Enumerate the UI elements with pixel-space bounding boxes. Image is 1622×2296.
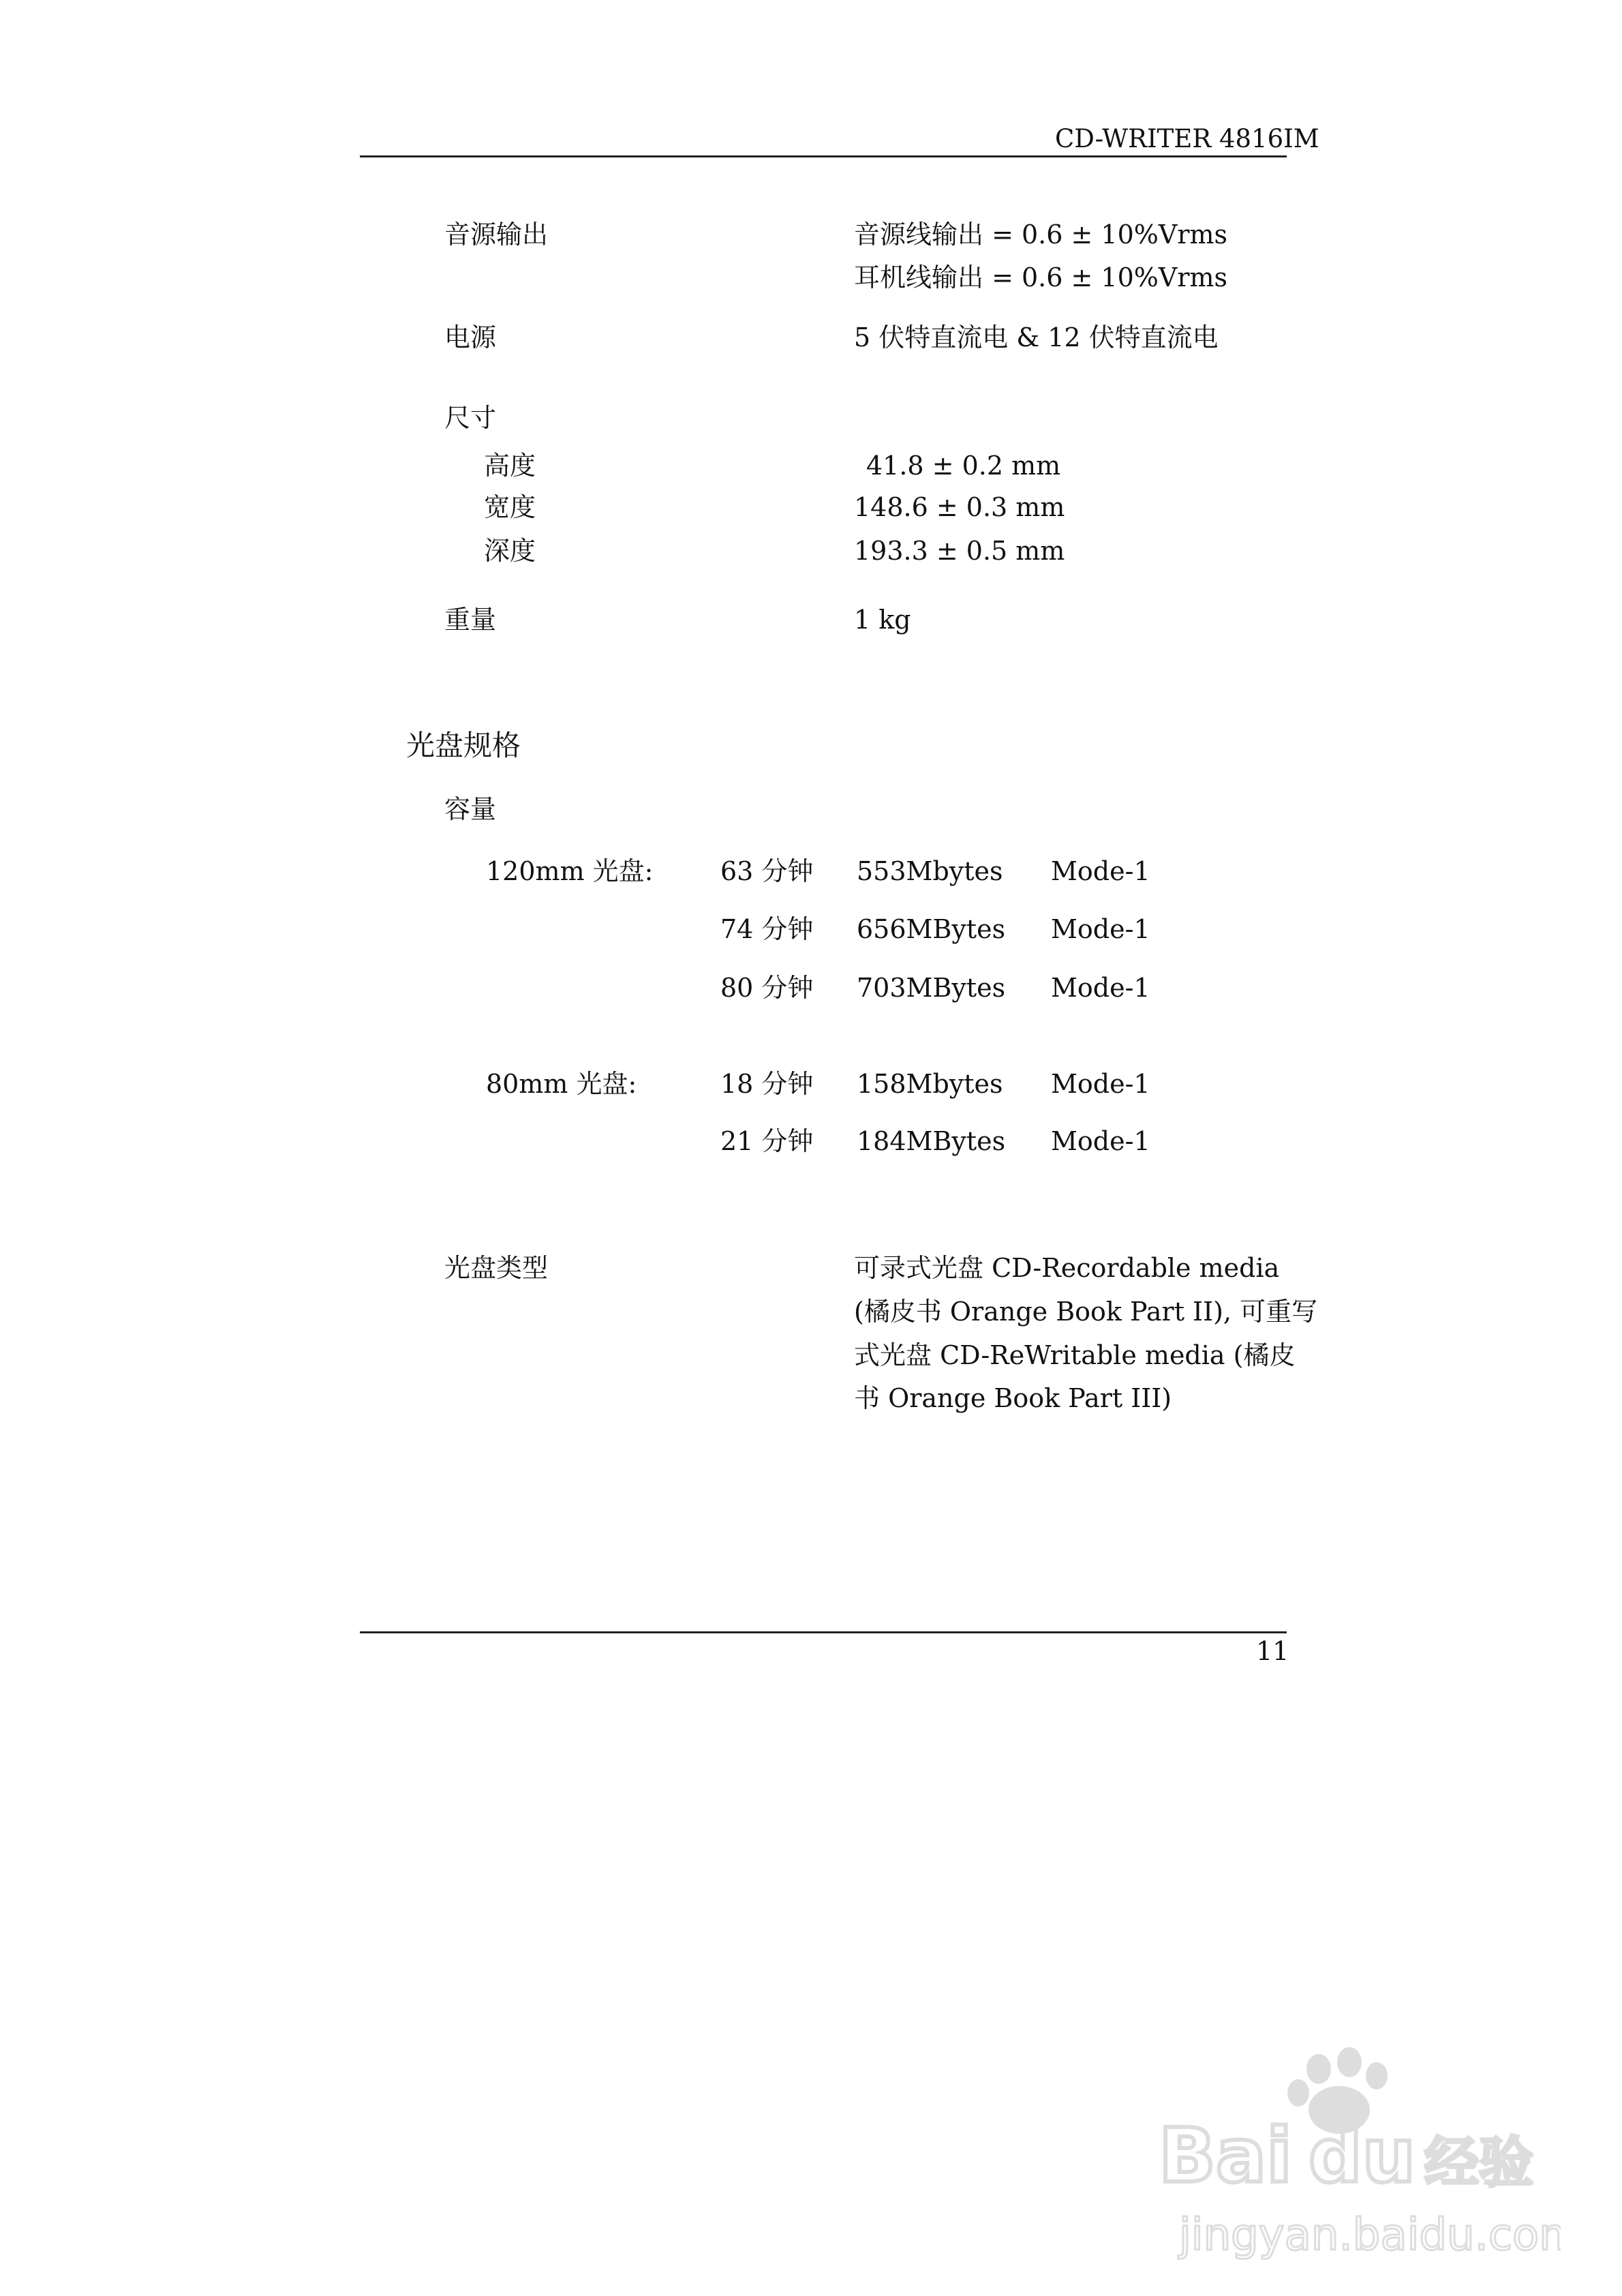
baidu-watermark [1152, 2045, 1561, 2270]
disc80-row-time: 18 分钟 [720, 1069, 814, 1099]
disc-type-line: (橘皮书 Orange Book Part II), 可重写 [854, 1297, 1318, 1327]
footer-rule [360, 1631, 1287, 1633]
height-label: 高度 [484, 451, 536, 481]
dimensions-label: 尺寸 [444, 403, 497, 433]
depth-label: 深度 [484, 536, 536, 566]
disc-type-line: 书 Orange Book Part III) [854, 1383, 1172, 1413]
section-title: 光盘规格 [406, 729, 521, 762]
weight-label: 重量 [444, 605, 497, 635]
disc80-row-size: 184MBytes [857, 1126, 1006, 1156]
disc120-row-mode: Mode-1 [1051, 914, 1150, 944]
disc120-row-time: 80 分钟 [720, 973, 814, 1003]
audio-out-label: 音源输出 [444, 220, 549, 250]
running-header: CD-WRITER 4816IM [1055, 124, 1319, 153]
disc120-row-size: 703MBytes [857, 973, 1006, 1003]
depth-value: 193.3 ± 0.5 mm [854, 536, 1065, 566]
power-label: 电源 [444, 322, 497, 352]
svg-text:jingyan.baidu.com: jingyan.baidu.com [1179, 2210, 1561, 2261]
header-rule [360, 155, 1287, 157]
svg-text:du: du [1309, 2112, 1416, 2199]
disc120-row-mode: Mode-1 [1051, 856, 1150, 886]
disc80-row-size: 158Mbytes [857, 1069, 1003, 1099]
disc-type-line: 式光盘 CD-ReWritable media (橘皮 [854, 1340, 1296, 1370]
audio-out-line1: 音源线输出 = 0.6 ± 10%Vrms [854, 220, 1228, 250]
disc120-row-time: 74 分钟 [720, 914, 814, 944]
disc120-row-time: 63 分钟 [720, 856, 814, 886]
disc120-label: 120mm 光盘: [486, 856, 654, 886]
disc120-row-size: 656MBytes [857, 914, 1006, 944]
disc80-row-mode: Mode-1 [1051, 1126, 1150, 1156]
disc80-label: 80mm 光盘: [486, 1069, 637, 1099]
baidu-paw-logo-icon [1152, 2045, 1561, 2270]
audio-out-line2: 耳机线输出 = 0.6 ± 10%Vrms [854, 262, 1228, 292]
svg-text:经验: 经验 [1424, 2131, 1533, 2194]
height-value: 41.8 ± 0.2 mm [866, 451, 1061, 481]
weight-value: 1 kg [854, 605, 911, 635]
width-label: 宽度 [484, 492, 536, 522]
width-value: 148.6 ± 0.3 mm [854, 492, 1065, 522]
disc120-row-mode: Mode-1 [1051, 973, 1150, 1003]
disc120-row-size: 553Mbytes [857, 856, 1003, 886]
disc-type-line: 可录式光盘 CD-Recordable media [854, 1253, 1280, 1283]
power-value: 5 伏特直流电 & 12 伏特直流电 [854, 322, 1219, 352]
disc-type-label: 光盘类型 [444, 1253, 549, 1283]
svg-text:Bai: Bai [1159, 2112, 1292, 2199]
page-number: 11 [1256, 1636, 1289, 1666]
disc80-row-mode: Mode-1 [1051, 1069, 1150, 1099]
disc80-row-time: 21 分钟 [720, 1126, 814, 1156]
capacity-label: 容量 [444, 794, 497, 824]
